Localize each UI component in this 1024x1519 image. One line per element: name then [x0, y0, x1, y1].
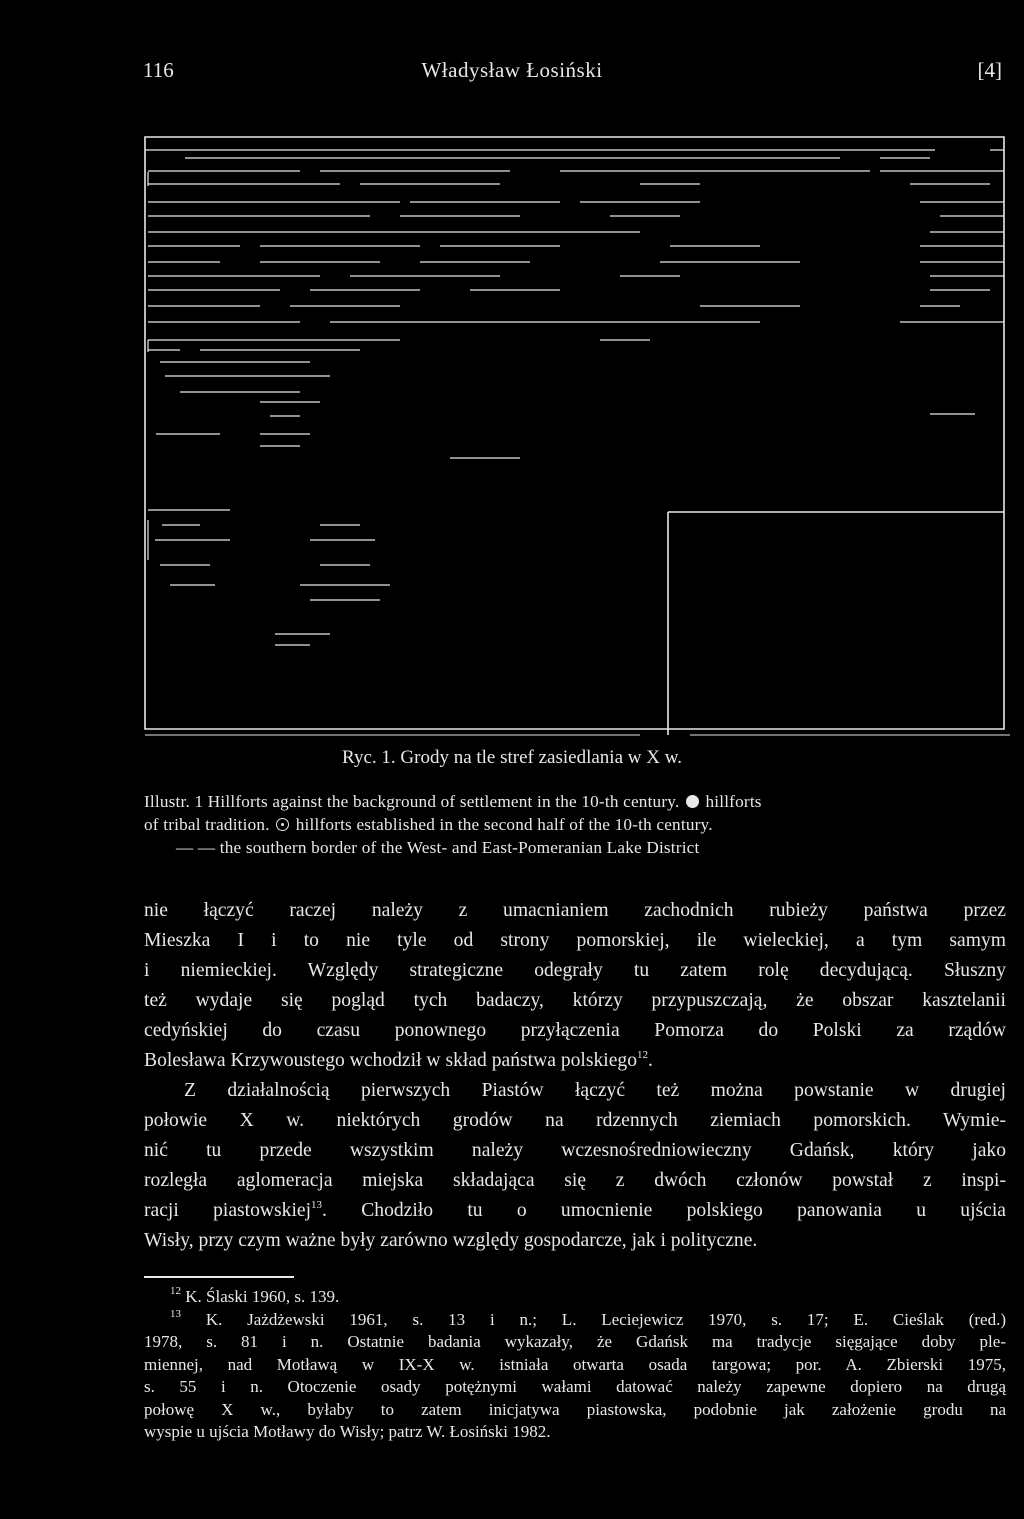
running-author: Władysław Łosiński	[421, 58, 603, 82]
text-line: nie łączyć raczej należy z umacnianiem zachodnich rubieży państwa przez	[144, 900, 1006, 921]
footnote-ref-12: 12	[637, 1049, 649, 1061]
footnotes	[144, 1286, 1006, 1444]
text-line: Wisły, przy czym ważne były zarówno względy gospodarcze, jak i polityczne.	[144, 1230, 758, 1251]
dotted-circle-icon	[276, 818, 289, 831]
settlement-map-figure	[0, 0, 1024, 740]
text-line: też wydaje się pogląd tych badaczy, którzy przypuszczają, że obszar kasztelanii	[144, 990, 1006, 1011]
figure-legend-english	[144, 790, 1006, 859]
footnote-line: połowę X w., byłaby to zatem inicjatywa piastowska, podobnie jak założenie grodu na	[144, 1399, 1006, 1419]
footnote-line: 1978, s. 81 i n. Ostatnie badania wykazały, że Gdańsk ma tradycje sięgające doby ple-	[144, 1332, 1006, 1351]
footnote-13: $^{13}$ K. Jażdżewski 1961, s. 13 i n.; L. Leciejewicz 1970, s. 17; E. Cieślak (red.)	[170, 1307, 1007, 1329]
settlement-zone-lines	[145, 150, 1004, 645]
text-line: Z działalnością pierwszych Piastów łączyć też można powstanie w drugiej	[184, 1080, 1006, 1101]
section-number: [4]	[977, 58, 1002, 82]
text-line: racji piastowskiej$^{13}$. Chodziło tu o umocnienie polskiego panowania u ujścia	[144, 1199, 1006, 1221]
map-inset	[668, 512, 1004, 735]
text-line: rozległa aglomeracja miejska składająca się z dwóch członów powstał z inspi-	[144, 1170, 1006, 1191]
text-line: nić tu przede wszystkim należy wczesnośredniowieczny Gdańsk, który jako	[144, 1140, 1006, 1161]
footnote-line: s. 55 i n. Otoczenie osady potężnymi wałami datować należy zapewne dopiero na drugą	[144, 1377, 1006, 1396]
footnote-12: $^{12}$ K. Ślaski 1960, s. 139.	[170, 1285, 340, 1306]
main-text	[144, 896, 1006, 1256]
footnote-ref-13: 13	[311, 1199, 323, 1211]
footnote-line: miennej, nad Motławą w IX-X w. istniała otwarta osada targowa; por. A. Zbierski 1975,	[144, 1354, 1006, 1374]
text-line: połowie X w. niektórych grodów na rdzennych ziemiach pomorskich. Wymie-	[144, 1110, 1006, 1131]
footnote-rule	[144, 1276, 294, 1278]
map-frame	[145, 137, 1004, 729]
footnote-line: wyspie u ujścia Motławy do Wisły; patrz W. Łosiński 1982.	[144, 1422, 551, 1441]
legend-line-1: Illustr. 1 Hillforts against the background of settlement in the 10-th century. hillforts	[144, 792, 762, 811]
figure-caption: Ryc. 1. Grody na tle stref zasiedlania w X w.	[342, 747, 682, 768]
text-line: i niemieckiej. Względy strategiczne odegrały tu zatem rolę decydującą. Słuszny	[144, 960, 1006, 981]
legend-line-3: — — the southern border of the West- and East-Pomeranian Lake District	[176, 838, 700, 857]
legend-line-2: of tribal tradition. hillforts established in the second half of the 10-th century.	[144, 815, 713, 834]
text-line: Mieszka I i to nie tyle od strony pomorskiej, ile wieleckiej, a tym samym	[144, 930, 1006, 951]
text-line: Bolesława Krzywoustego wchodził w skład państwa polskiego$^{12}$.	[144, 1049, 653, 1071]
page-number: 116	[143, 58, 174, 82]
filled-circle-icon	[686, 795, 699, 808]
text-line: cedyńskiej do czasu ponownego przyłączenia Pomorza do Polski za rządów	[144, 1020, 1006, 1041]
